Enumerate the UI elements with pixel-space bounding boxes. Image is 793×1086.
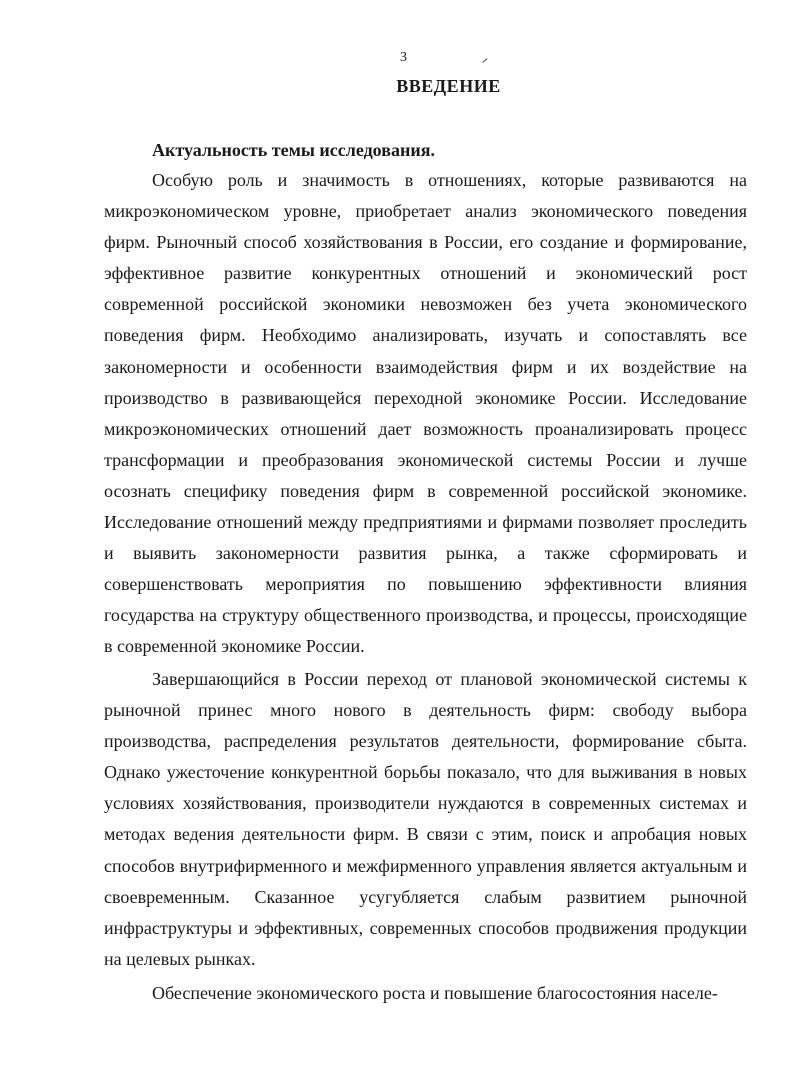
paragraph-text: Обеспечение экономического роста и повышение благосостояния населе- xyxy=(152,983,718,1003)
paragraph-growth xyxy=(104,978,747,1009)
page-number: 3 xyxy=(400,50,407,65)
paragraph-transition xyxy=(104,664,747,975)
page-title: ВВЕДЕНИЕ xyxy=(396,76,501,96)
section-heading: Актуальность темы исследования. xyxy=(152,140,435,160)
paragraph-text: Особую роль и значимость в отношениях, которые развиваются на микроэкономическом уровне, приобретает анализ экономического поведения фирм. Рыночный способ хозяйствования в России, его создание и формирование, эффективное развитие конкурентных отношений и экономический рост современной российской экономики невозможен без учета экономического поведения фирм. Необходимо анализировать, изучать и сопоставлять все закономерности и особенности взаимодействия фирм и их воздействие на производство в развивающейся переходной экономике России. Исследование микроэкономических отношений дает возможность проанализировать процесс трансформации и преобразования экономической системы России и лучше осознать специфику поведения фирм в современной российской экономике. Исследование отношений между предприятиями и фирмами позволяет проследить и выявить закономерности развития рынка, а также сформировать и совершенствовать мероприятия по повышению эффективности влияния государства на структуру общественного производства, и процессы, происходящие в современной экономике России. xyxy=(104,170,747,657)
paragraph-relevance xyxy=(104,165,747,663)
paragraph-text: Завершающийся в России переход от плановой экономической системы к рыночной принес много нового в деятельность фирм: свободу выбора производства, распределения результатов деятельности, формирование сбыта. Однако ужесточение конкурентной борьбы показало, что для выживания в новых условиях хозяйствования, производители нуждаются в современных системах и методах ведения деятельности фирм. В связи с этим, поиск и апробация новых способов внутрифирменного и межфирменного управления является актуальным и своевременным. Сказанное усугубляется слабым развитием рыночной инфраструктуры и эффективных, современных способов продвижения продукции на целевых рынках. xyxy=(104,669,747,969)
